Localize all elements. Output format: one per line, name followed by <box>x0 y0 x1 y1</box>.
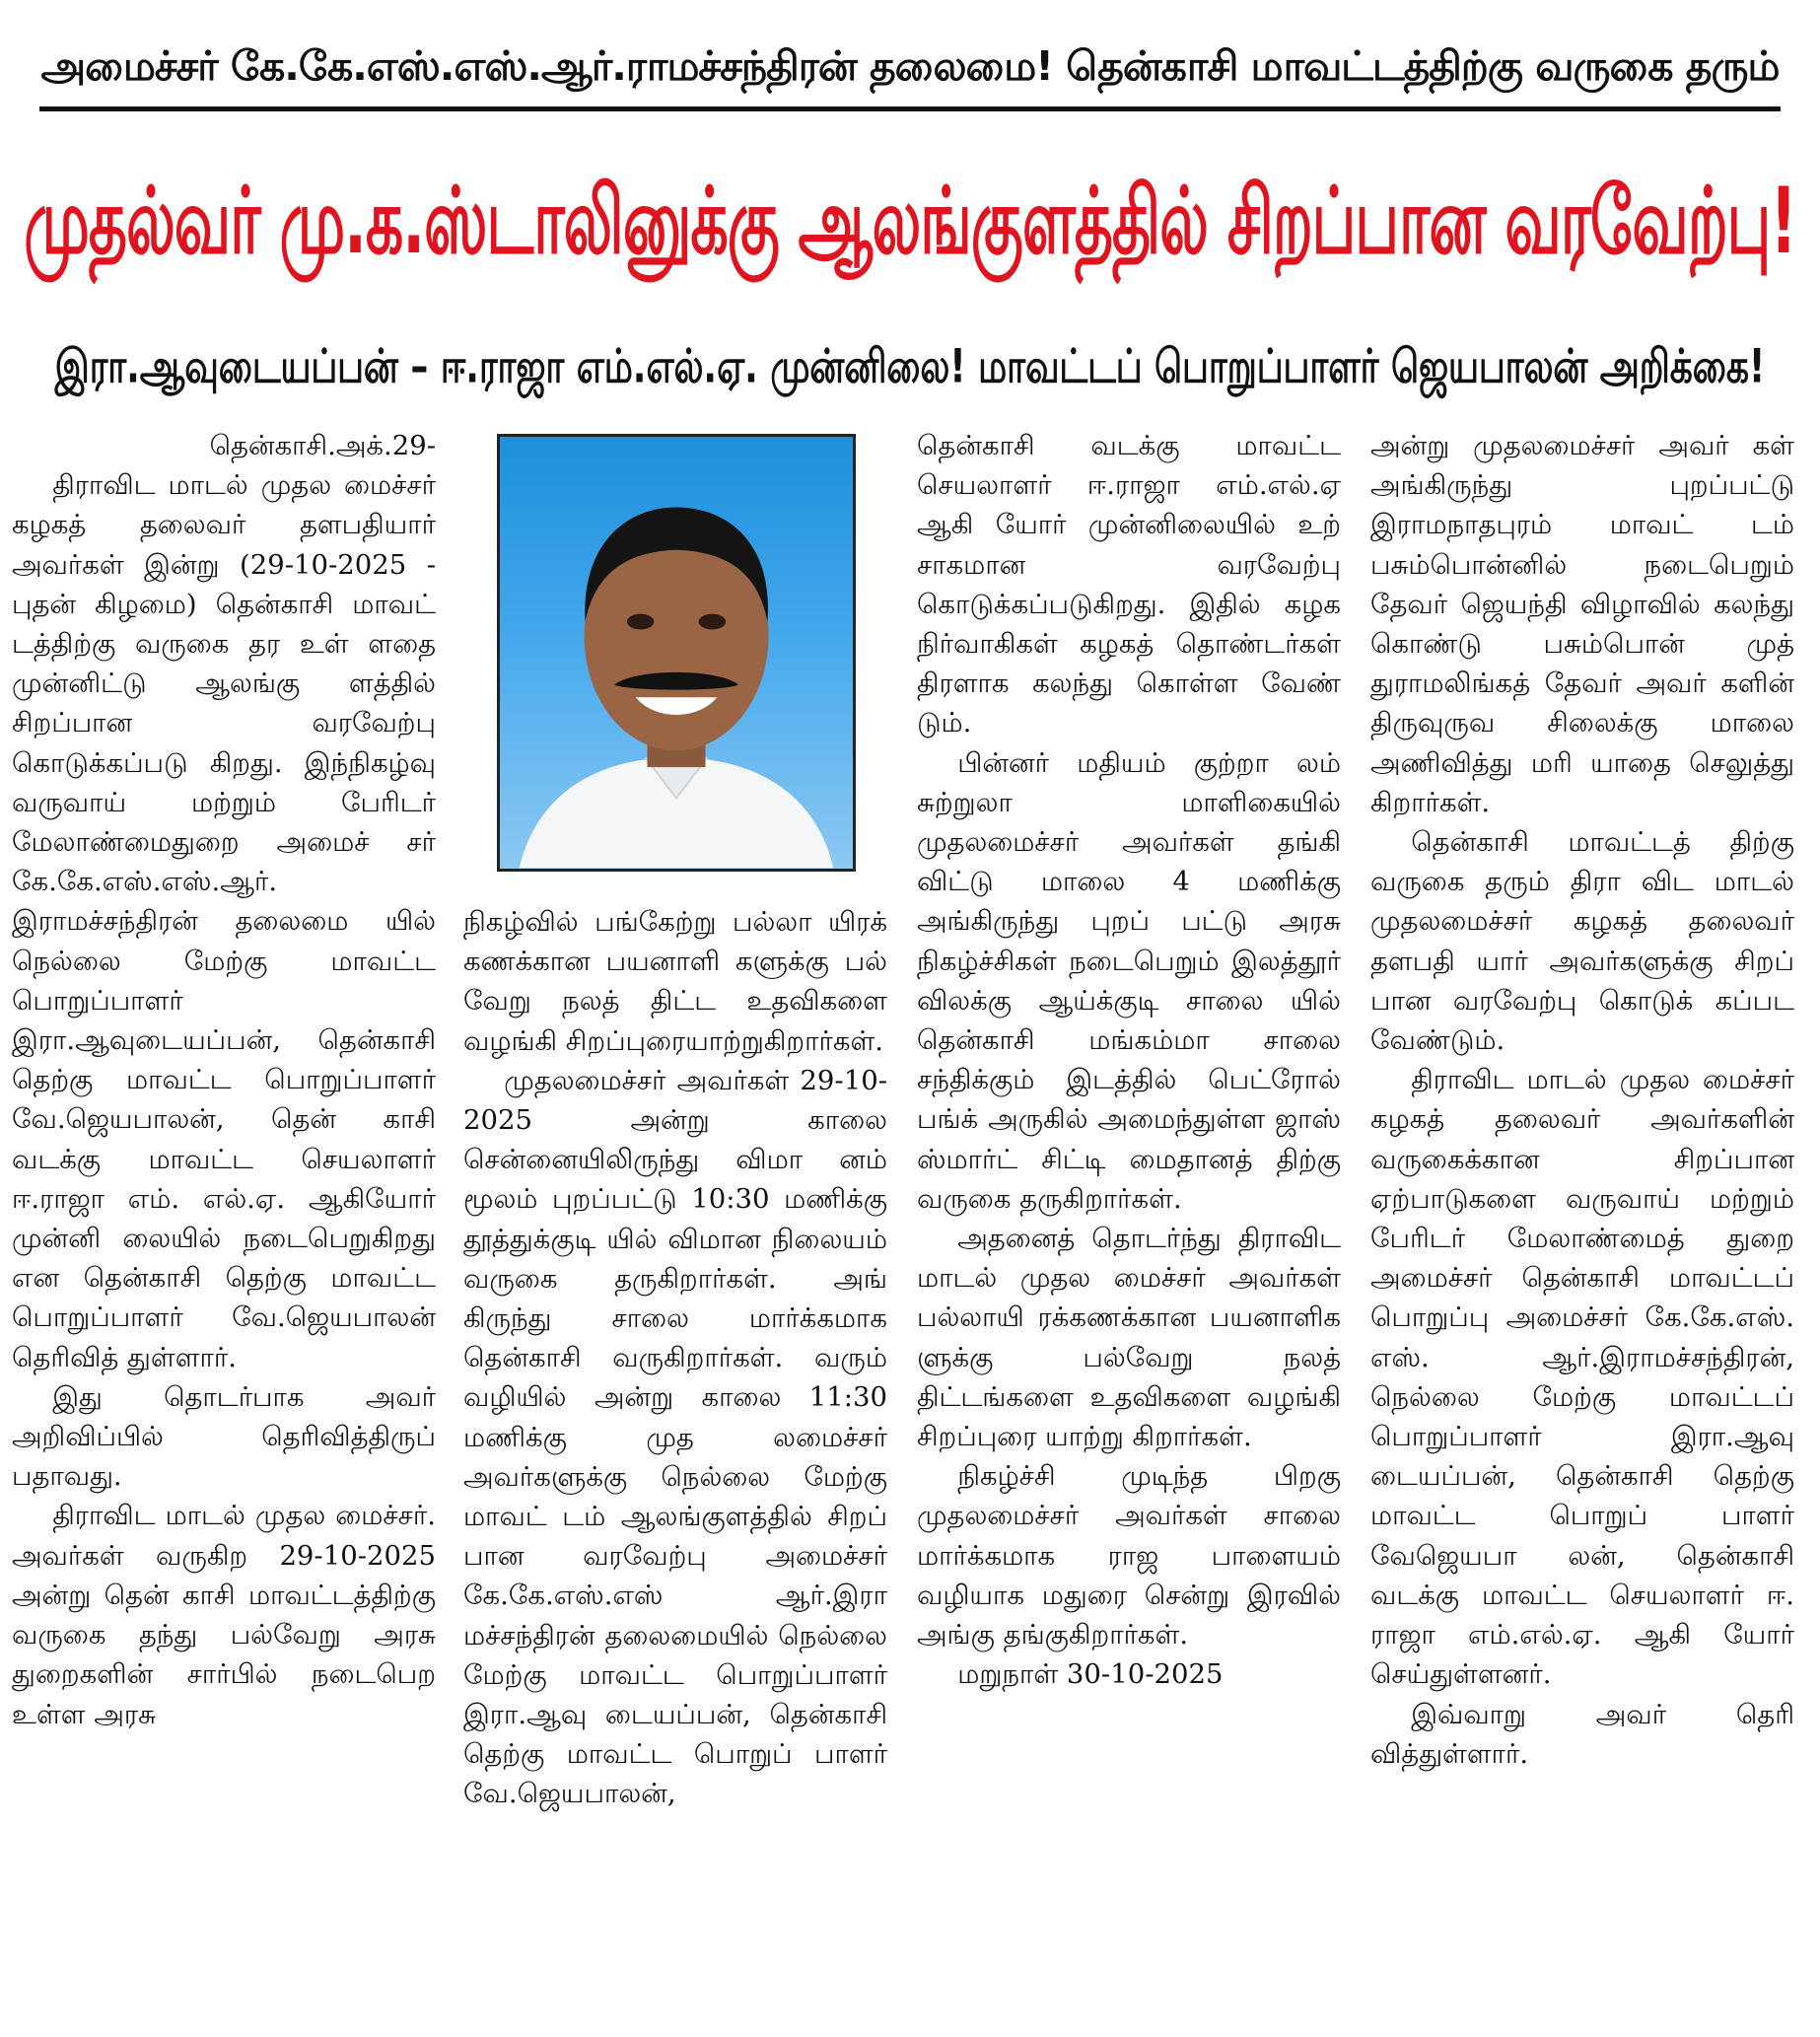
paragraph: முதலமைச்சர் அவர்கள் 29-10-2025 அன்று காலை சென்னையிலிருந்து விமா னம் மூலம் புறப்பட்டு 10:30 மணிக்கு தூத்துக்குடி யில் விமான நிலையம் வருகை தருகிறார்கள். அங் கிருந்து சாலை மார்க்கமாக தென்காசி வருகிறார்கள். வரும் வழியில் அன்று காலை 11:30 மணிக்கு முத லமைச்சர் அவர்களுக்கு நெல்லை மேற்கு மாவட் டம் ஆலங்குளத்தில் சிறப் பான வரவேற்பு அமைச்சர் கே.கே.எஸ்.எஸ் ஆர்.இரா மச்சந்திரன் தலைமையில் நெல்லை மேற்கு மாவட்ட பொறுப்பாளர் இரா.ஆவு டையப்பன், தென்காசி தெற்கு மாவட்ட பொறுப் பாளர் வே.ஜெயபாலன், <box>463 1064 887 1810</box>
paragraph: நிகழ்ச்சி முடிந்த பிறகு முதலமைச்சர் அவர்கள் சாலை மார்க்கமாக ராஜ பாளையம் வழியாக மதுரை சென்று இரவில் அங்கு தங்குகிறார்கள். <box>917 1460 1341 1651</box>
paragraph: திராவிட மாடல் முதல மைச்சர் கழகத் தலைவர் தளபதியார் அவர்கள் இன்று (29-10-2025 - புதன் கிழமை) தென்காசி மாவட் டத்திற்கு வருகை தர உள் ளதை முன்னிட்டு ஆலங்கு ளத்தில் சிறப்பான வரவேற்பு கொடுக்கப்படு கிறது. இந்நிகழ்வு வருவாய் மற்றும் பேரிடர் மேலாண்மைதுறை அமைச் சர் கே.கே.எஸ்.எஸ்.ஆர். இராமச்சந்திரன் தலைமை யில் நெல்லை மேற்கு மாவட்ட பொறுப்பாளர் இரா.ஆவுடையப்பன், தென்காசி தெற்கு மாவட்ட பொறுப்பாளர் வே.ஜெயபாலன், தென் காசி வடக்கு மாவட்ட செயலாளர் ஈ.ராஜா எம். எல்.ஏ. ஆகியோர் முன்னி லையில் நடைபெறுகிறது என தென்காசி தெற்கு மாவட்ட பொறுப்பாளர் வே.ஜெயபாலன் தெரிவித் துள்ளார். <box>12 469 436 1373</box>
paragraph: பின்னர் மதியம் குற்றா லம் சுற்றுலா மாளிகையில் முதலமைச்சர் அவர்கள் தங்கி விட்டு மாலை 4 மணிக்கு அங்கிருந்து புறப் பட்டு அரசு நிகழ்ச்சிகள் நடைபெறும் இலத்தூர் விலக்கு ஆய்க்குடி சாலை யில் தென்காசி மங்கம்மா சாலை சந்திக்கும் இடத்தில் பெட்ரோல் பங்க் அருகில் அமைந்துள்ள ஜாஸ் ஸ்மார்ட் சிட்டி மைதானத் திற்கு வருகை தருகிறார்கள். <box>917 746 1341 1215</box>
paragraph: அன்று முதலமைச்சர் அவர் கள் அங்கிருந்து புறப்பட்டு இராமநாதபுரம் மாவட் டம் பசும்பொன்னில் நடைபெறும் தேவர் ஜெயந்தி விழாவில் கலந்து கொண்டு பசும்பொன் முத் துராமலிங்கத் தேவர் அவர் களின் திருவுருவ சிலைக்கு மாலை அணிவித்து மரி யாதை செலுத்து கிறார்கள். <box>1370 430 1794 818</box>
article-column-2 <box>463 902 887 2013</box>
paragraph: இது தொடர்பாக அவர் அறிவிப்பில் தெரிவித்திருப் பதாவது. <box>12 1380 436 1493</box>
paragraph: மறுநாள் 30-10-2025 <box>957 1658 1224 1691</box>
paragraph: தென்காசி வடக்கு மாவட்ட செயலாளர் ஈ.ராஜா எம்.எல்.ஏ ஆகி யோர் முன்னிலையில் உற் சாகமான வரவேற்பு கொடுக்கப்படுகிறது. இதில் கழக நிர்வாகிகள் கழகத் தொண்டர்கள் திரளாக கலந்து கொள்ள வேண் டும். <box>917 430 1341 739</box>
sub-headline: இரா.ஆவுடையப்பன் – ஈ.ராஜா எம்.எல்.ஏ. முன்னிலை! மாவட்டப் பொறுப்பாளர் ஜெயபாலன் அறிக்கை! <box>54 340 1766 393</box>
paragraph: அதனைத் தொடர்ந்து திராவிட மாடல் முதல மைச்சர் அவர்கள் பல்லாயி ரக்கணக்கான பயனாளிக ளுக்கு பல்வேறு நலத் திட்டங்களை உதவிகளை வழங்கி சிறப்புரை யாற்று கிறார்கள். <box>917 1223 1341 1453</box>
paragraph: திராவிட மாடல் முதல மைச்சர் கழகத் தலைவர் அவர்களின் வருகைக்கான சிறப்பான ஏற்பாடுகளை வருவாய் மற்றும் பேரிடர் மேலாண்மைத் துறை அமைச்சர் தென்காசி மாவட்டப் பொறுப்பு அமைச்சர் கே.கே.எஸ். எஸ். ஆர்.இராமச்சந்திரன், நெல்லை மேற்கு மாவட்டப் பொறுப்பாளர் இரா.ஆவு டையப்பன், தென்காசி தெற்கு மாவட்ட பொறுப் பாளர் வேஜெயபா லன், தென்காசி வடக்கு மாவட்ட செயலாளர் ஈ. ராஜா எம்.எல்.ஏ. ஆகி யோர் செய்துள்ளனர். <box>1370 1064 1794 1691</box>
article-column-1 <box>12 426 436 2013</box>
article-column-4 <box>1370 426 1794 2013</box>
portrait-illustration <box>500 437 853 869</box>
paragraph: திராவிட மாடல் முதல மைச்சர். அவர்கள் வருகிற 29-10-2025 அன்று தென் காசி மாவட்டத்திற்கு வருகை தந்து பல்வேறு அரசு துறைகளின் சார்பில் நடைபெற உள்ள அரசு <box>12 1500 436 1730</box>
dateline: தென்காசி.அக்.29- <box>209 430 436 461</box>
left-eye <box>627 614 655 630</box>
paragraph: இவ்வாறு அவர் தெரி வித்துள்ளார். <box>1370 1698 1794 1770</box>
paragraph: நிகழ்வில் பங்கேற்று பல்லா யிரக் கணக்கான பயனாளி களுக்கு பல் வேறு நலத் திட்ட உதவிகளை வழங்கி சிறப்புரையாற்றுகிறார்கள். <box>463 906 887 1057</box>
main-headline: முதல்வர் மு.க.ஸ்டாலினுக்கு ஆலங்குளத்தில் சிறப்பான வரவேற்பு! <box>24 168 1796 276</box>
portrait-photo <box>497 434 856 872</box>
right-eye <box>699 614 727 630</box>
paragraph: தென்காசி மாவட்டத் திற்கு வருகை தரும் திரா விட மாடல் முதலமைச்சர் கழகத் தலைவர் தளபதி யார் அவர்களுக்கு சிறப் பான வரவேற்பு கொடுக் கப்பட வேண்டும். <box>1370 826 1794 1057</box>
kicker-headline: அமைச்சர் கே.கே.எஸ்.எஸ்.ஆர்.ராமச்சந்திரன் தலைமை! தென்காசி மாவட்டத்திற்கு வருகை தரும் <box>39 26 1781 111</box>
article-column-3 <box>917 426 1341 2013</box>
